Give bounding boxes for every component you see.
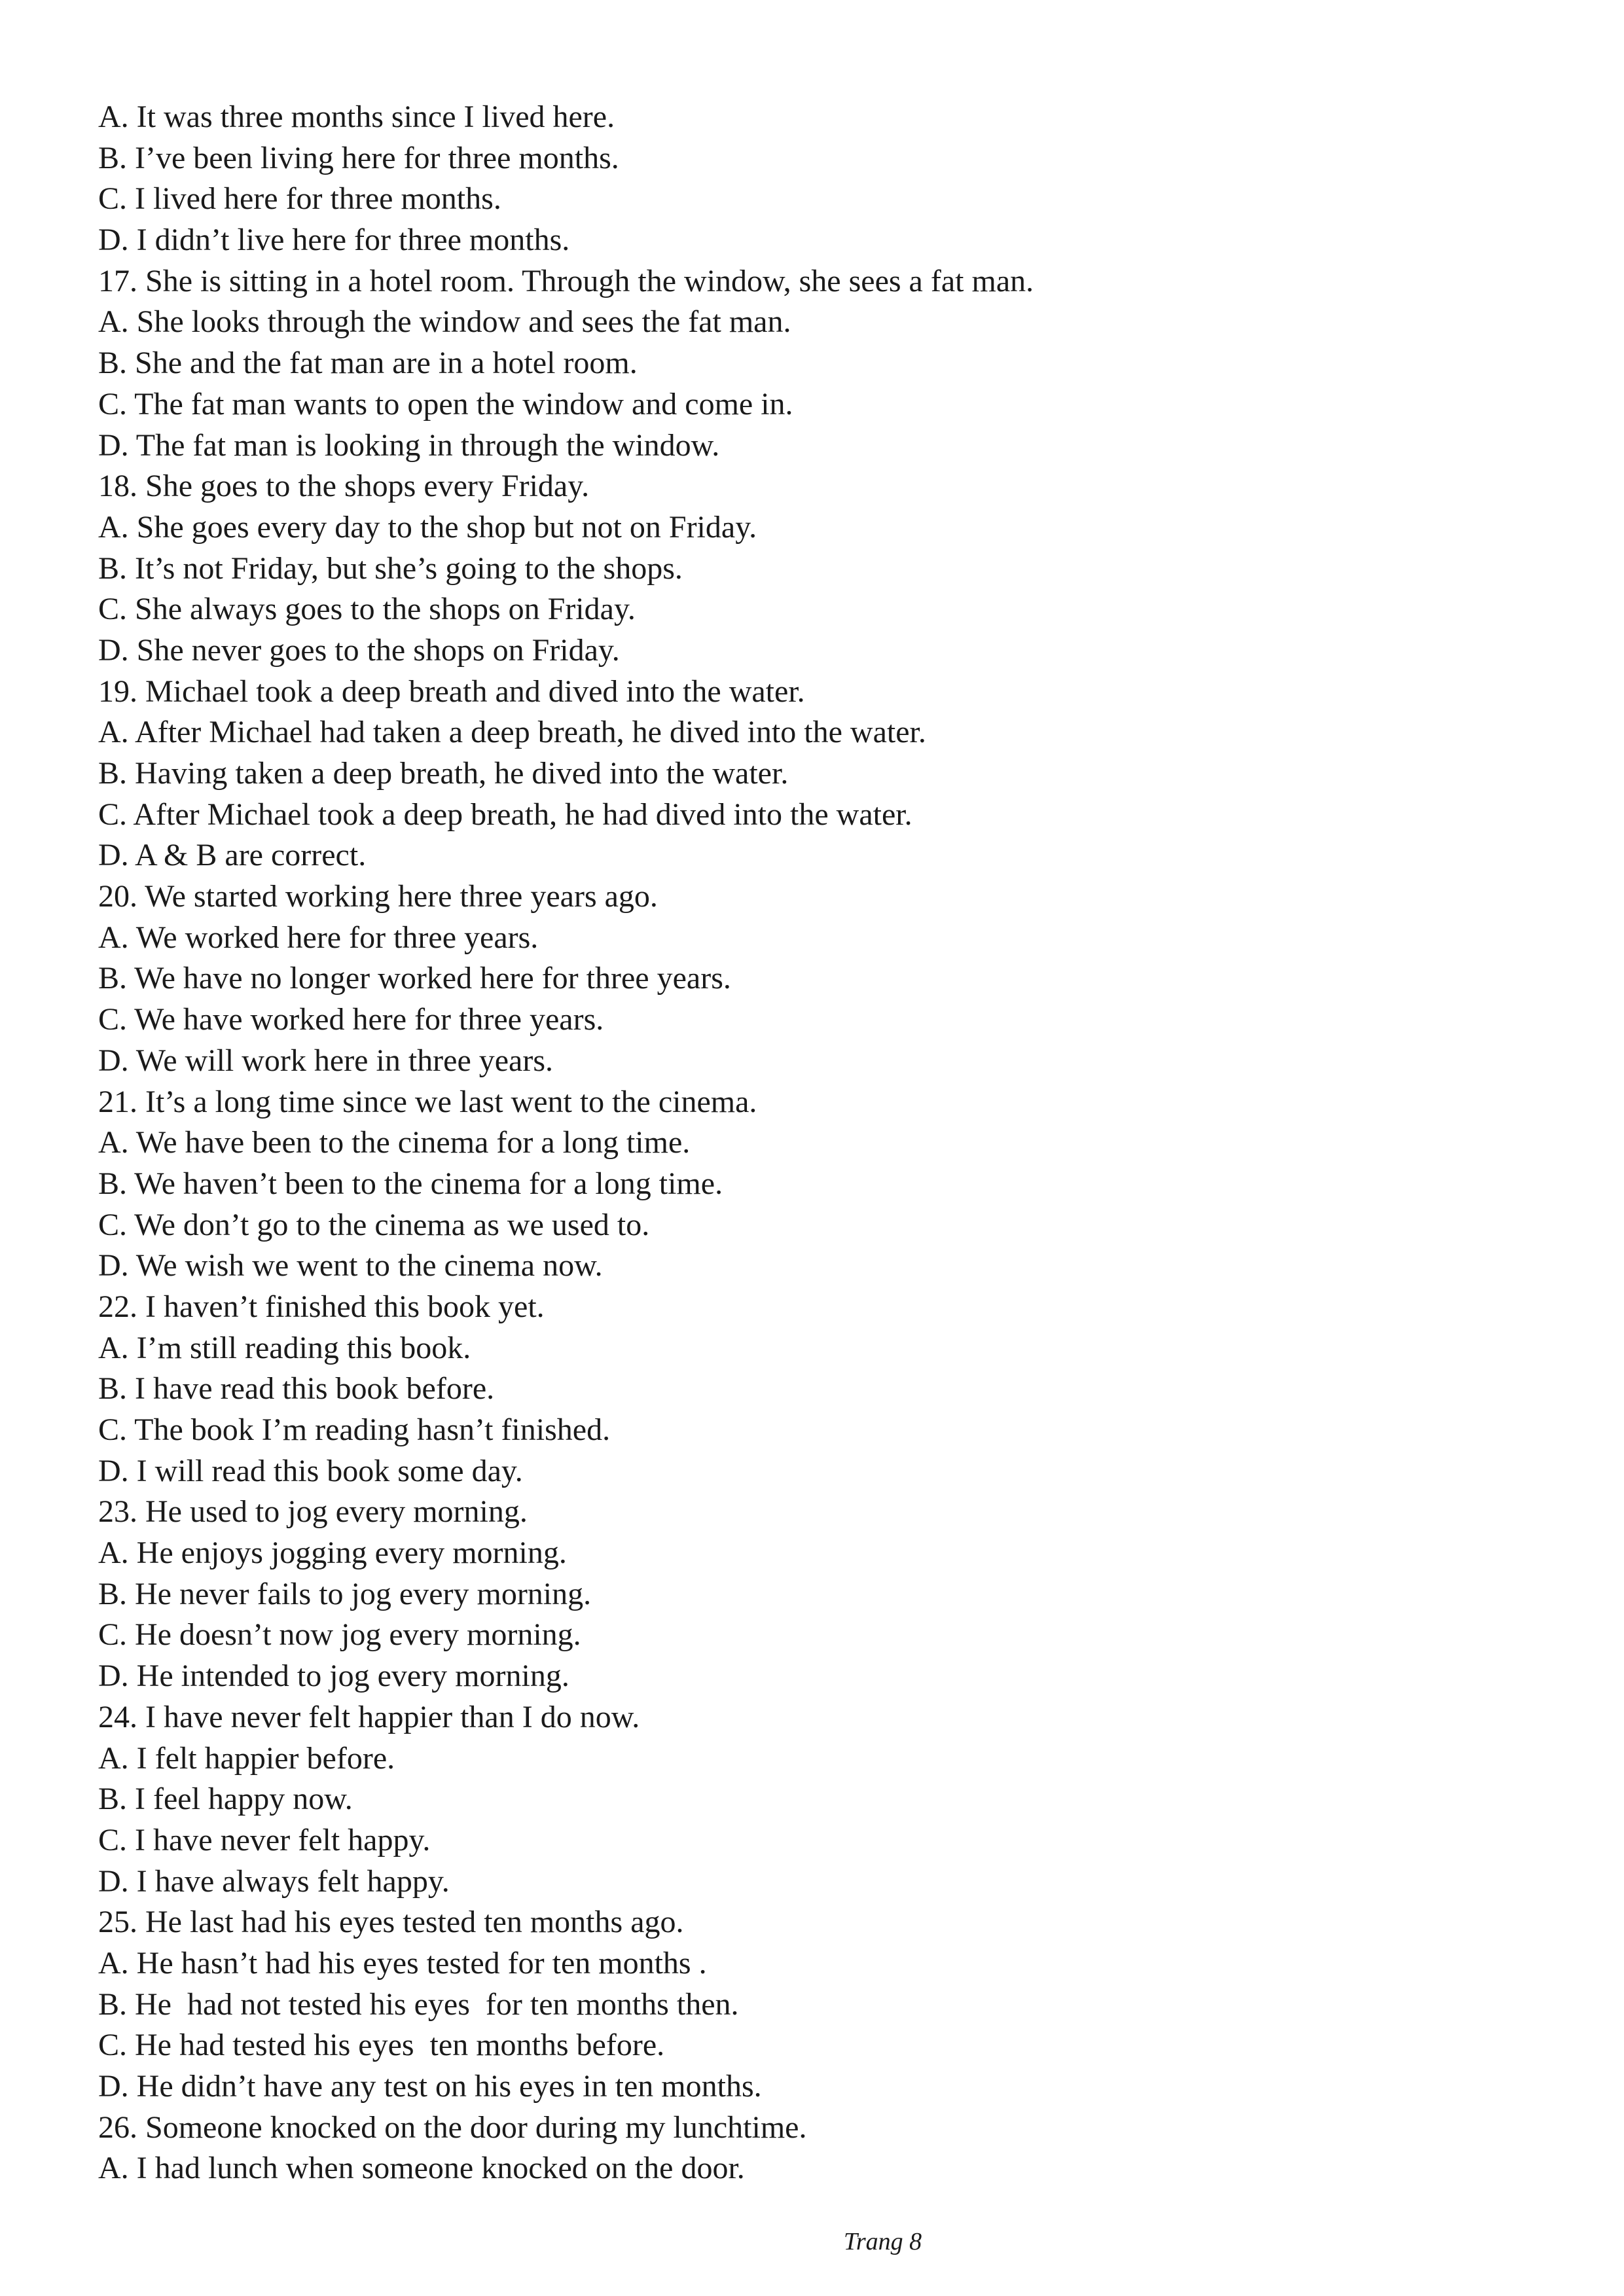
text-line: D. I didn’t live here for three months. <box>98 223 570 258</box>
text-line: C. We don’t go to the cinema as we used to. <box>98 1207 650 1242</box>
text-line: C. The book I’m reading hasn’t finished. <box>98 1412 611 1447</box>
text-line: C. He doesn’t now jog every morning. <box>98 1617 581 1653</box>
text-line: A. We worked here for three years. <box>98 920 539 955</box>
text-line: A. She goes every day to the shop but not on Friday. <box>98 509 757 545</box>
text-line: D. She never goes to the shops on Friday. <box>98 632 620 668</box>
text-line: B. I have read this book before. <box>98 1371 495 1407</box>
text-line: A. I’m still reading this book. <box>98 1330 471 1365</box>
text-line: C. We have worked here for three years. <box>98 1002 604 1037</box>
text-line: B. Having taken a deep breath, he dived into the water. <box>98 756 789 791</box>
text-line: B. She and the fat man are in a hotel room. <box>98 346 638 381</box>
question-line: 17. She is sitting in a hotel room. Through the window, she sees a fat man. <box>98 263 1034 298</box>
text-line: A. He enjoys jogging every morning. <box>98 1535 567 1571</box>
question-line: 25. He last had his eyes tested ten months ago. <box>98 1905 684 1940</box>
text-line: A. It was three months since I lived here. <box>98 99 615 134</box>
text-line: C. I lived here for three months. <box>98 181 501 217</box>
text-line: C. She always goes to the shops on Friday. <box>98 592 636 627</box>
text-line: A. I felt happier before. <box>98 1740 395 1776</box>
text-line: D. We will work here in three years. <box>98 1043 554 1078</box>
text-line: D. The fat man is looking in through the window. <box>98 427 720 463</box>
question-line: 21. It’s a long time since we last went to the cinema. <box>98 1084 757 1119</box>
text-line: B. We have no longer worked here for three years. <box>98 961 731 996</box>
text-line: C. After Michael took a deep breath, he had dived into the water. <box>98 797 912 832</box>
question-line: 20. We started working here three years ago. <box>98 879 658 914</box>
exercise-text <box>98 97 1538 2189</box>
text-line: D. I will read this book some day. <box>98 1453 523 1488</box>
text-line: A. We have been to the cinema for a long time. <box>98 1125 691 1160</box>
text-line: D. He intended to jog every morning. <box>98 1659 569 1694</box>
text-line: B. He had not tested his eyes for ten months then. <box>98 1986 739 2022</box>
text-line: B. We haven’t been to the cinema for a long time. <box>98 1166 723 1201</box>
text-line: D. He didn’t have any test on his eyes in ten months. <box>98 2069 762 2104</box>
text-line: D. A & B are correct. <box>98 838 367 873</box>
question-line: 18. She goes to the shops every Friday. <box>98 469 590 504</box>
text-line: A. He hasn’t had his eyes tested for ten months . <box>98 1945 707 1981</box>
question-line: 24. I have never felt happier than I do now. <box>98 1699 640 1734</box>
text-line: C. I have never felt happy. <box>98 1822 431 1857</box>
text-line: B. I feel happy now. <box>98 1782 353 1817</box>
text-line: C. He had tested his eyes ten months before. <box>98 2028 665 2063</box>
text-line: D. We wish we went to the cinema now. <box>98 1248 603 1283</box>
text-line: B. I’ve been living here for three months. <box>98 140 619 175</box>
question-line: 23. He used to jog every morning. <box>98 1494 528 1530</box>
text-line: A. After Michael had taken a deep breath, he dived into the water. <box>98 715 926 750</box>
text-line: B. He never fails to jog every morning. <box>98 1576 592 1611</box>
text-line: A. I had lunch when someone knocked on the door. <box>98 2151 745 2186</box>
text-line: B. It’s not Friday, but she’s going to the shops. <box>98 550 683 586</box>
text-line: D. I have always felt happy. <box>98 1863 450 1899</box>
question-line: 19. Michael took a deep breath and dived into the water. <box>98 673 805 709</box>
question-line: 22. I haven’t finished this book yet. <box>98 1289 545 1324</box>
text-line: C. The fat man wants to open the window and come in. <box>98 386 793 422</box>
question-line: 26. Someone knocked on the door during my lunchtime. <box>98 2109 807 2145</box>
page-number: Trang 8 <box>843 2228 922 2255</box>
text-line: A. She looks through the window and sees the fat man. <box>98 304 791 340</box>
